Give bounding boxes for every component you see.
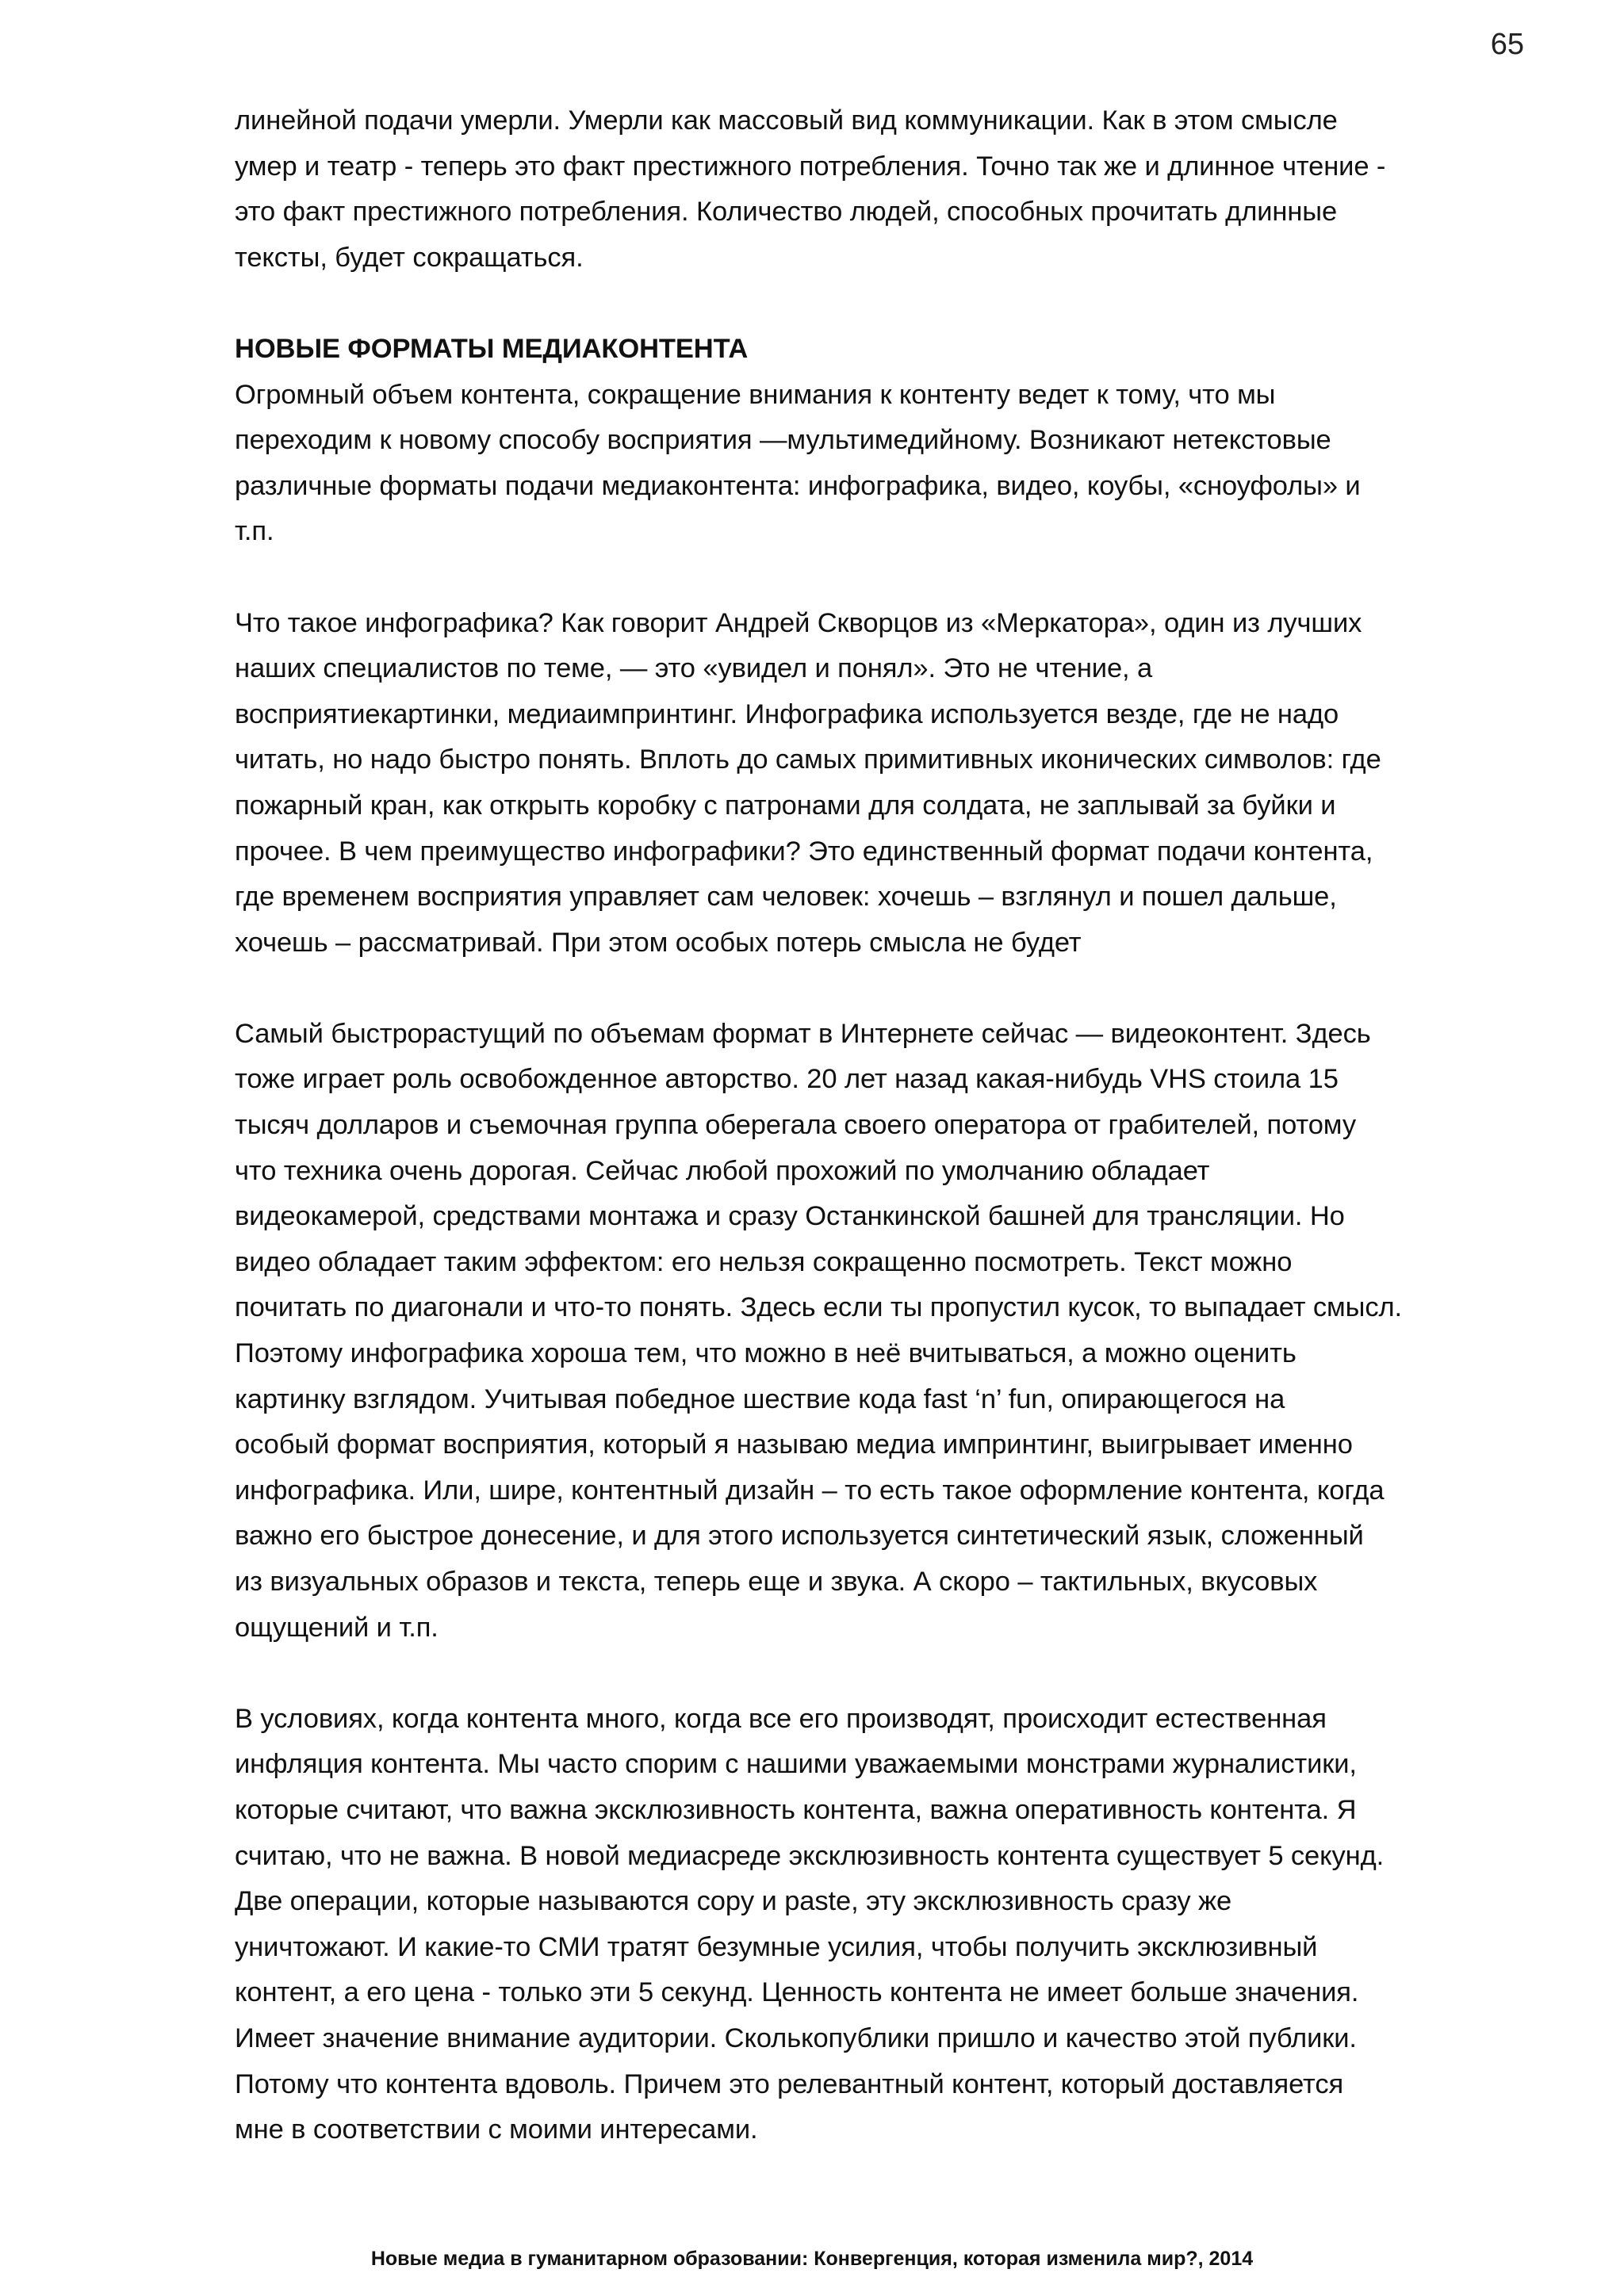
text-line: восприятиекартинки, медиаимпринтинг. Инфографика используется везде, где не надо — [235, 698, 1339, 729]
text-line: мне в соответствии с моими интересами. — [235, 2114, 758, 2145]
text-line: картинку взглядом. Учитывая победное шествие кода fast ‘n’ fun, опирающегося на — [235, 1383, 1285, 1414]
text-line: считаю, что не важна. В новой медиасреде эксклюзивность контента существует 5 секунд. — [235, 1840, 1385, 1871]
text-line: особый формат восприятия, который я называю медиа импринтинг, выигрывает именно — [235, 1429, 1353, 1460]
text-line: прочее. В чем преимущество инфографики? Это единственный формат подачи контента, — [235, 836, 1373, 867]
page-footer: Новые медиа в гуманитарном образовании: Конвергенция, которая изменила мир?, 2014 — [370, 2248, 1254, 2270]
text-line: инфографика. Или, шире, контентный дизайн – то есть такое оформление контента, когда — [235, 1475, 1385, 1506]
text-line: где временем восприятия управляет сам человек: хочешь – взглянул и пошел дальше, — [235, 882, 1337, 913]
text-line: почитать по диагонали и что-то понять. Здесь если ты пропустил кусок, то выпадает смысл. — [235, 1292, 1403, 1323]
text-line: инфляция контента. Мы часто спорим с нашими уважаемыми монстрами журналистики, — [235, 1749, 1357, 1780]
text-line: это факт престижного потребления. Количество людей, способных прочитать длинные — [235, 197, 1338, 228]
text-line: контент, а его цена - только эти 5 секунд. Ценность контента не имеет больше значения. — [235, 1977, 1359, 2008]
text-line: тысяч долларов и съемочная группа оберегала своего оператора от грабителей, потому — [235, 1110, 1356, 1141]
paragraph — [235, 1012, 1519, 1651]
document-body — [235, 98, 1519, 2198]
text-line: пожарный кран, как открыть коробку с патронами для солдата, не заплывай за буйки и — [235, 790, 1336, 821]
text-line: линейной подачи умерли. Умерли как массовый вид коммуникации. Как в этом смысле — [235, 105, 1338, 136]
text-line: уничтожают. И какие-то СМИ тратят безумные усилия, чтобы получить эксклюзивный — [235, 1931, 1318, 1962]
text-line: Две операции, которые называются copy и paste, эту эксклюзивность сразу же — [235, 1886, 1232, 1917]
text-line: видео обладает таким эффектом: его нельзя сокращенно посмотреть. Текст можно — [235, 1246, 1293, 1277]
text-line: Потому что контента вдоволь. Причем это релевантный контент, который доставляется — [235, 2068, 1344, 2099]
paragraph — [235, 601, 1519, 966]
text-line: Поэтому инфографика хороша тем, что можно в неё вчитываться, а можно оценить — [235, 1338, 1297, 1369]
paragraph — [235, 98, 1519, 281]
text-line: Самый быстрорастущий по объемам формат в Интернете сейчас — видеоконтент. Здесь — [235, 1018, 1371, 1049]
text-line: видеокамерой, средствами монтажа и сразу Останкинской башней для трансляции. Но — [235, 1201, 1345, 1232]
text-line: читать, но надо быстро понять. Вплоть до самых примитивных иконических символов: где — [235, 744, 1381, 775]
paragraph — [235, 327, 1519, 555]
paragraph — [235, 1697, 1519, 2153]
text-line: Огромный объем контента, сокращение внимания к контенту ведет к тому, что мы — [235, 379, 1276, 410]
text-line: ощущений и т.п. — [235, 1612, 439, 1643]
text-line: различные форматы подачи медиаконтента: инфографика, видео, коубы, «сноуфолы» и — [235, 470, 1361, 501]
text-line: переходим к новому способу восприятия —мультимедийному. Возникают нетекстовые — [235, 425, 1331, 456]
text-line: что техника очень дорогая. Сейчас любой прохожий по умолчанию обладает — [235, 1155, 1210, 1186]
text-line: тексты, будет сокращаться. — [235, 242, 584, 273]
text-line: важно его быстрое донесение, и для этого используется синтетический язык, сложенный — [235, 1521, 1364, 1552]
text-line: В условиях, когда контента много, когда все его производят, происходит естественная — [235, 1703, 1327, 1734]
text-line: тоже играет роль освобожденное авторство. 20 лет назад какая-нибудь VHS стоила 15 — [235, 1064, 1339, 1095]
text-line: из визуальных образов и текста, теперь еще и звука. А скоро – тактильных, вкусовых — [235, 1567, 1318, 1597]
page-number: 65 — [1490, 28, 1524, 61]
text-line: Имеет значение внимание аудитории. Сколькопублики пришло и качество этой публики. — [235, 2022, 1357, 2053]
text-line: Что такое инфографика? Как говорит Андрей Скворцов из «Меркатора», один из лучших — [235, 607, 1362, 638]
text-line: хочешь – рассматривай. При этом особых потерь смысла не будет — [235, 927, 1082, 958]
text-line: наших специалистов по теме, — это «увидел и понял». Это не чтение, а — [235, 653, 1153, 684]
text-line: умер и театр - теперь это факт престижного потребления. Точно так же и длинное чтение - — [235, 151, 1386, 182]
text-line: которые считают, что важна эксклюзивность контента, важна оперативность контента. Я — [235, 1794, 1357, 1825]
text-line: т.п. — [235, 516, 274, 547]
section-heading: НОВЫЕ ФОРМАТЫ МЕДИАКОНТЕНТА — [235, 333, 749, 364]
